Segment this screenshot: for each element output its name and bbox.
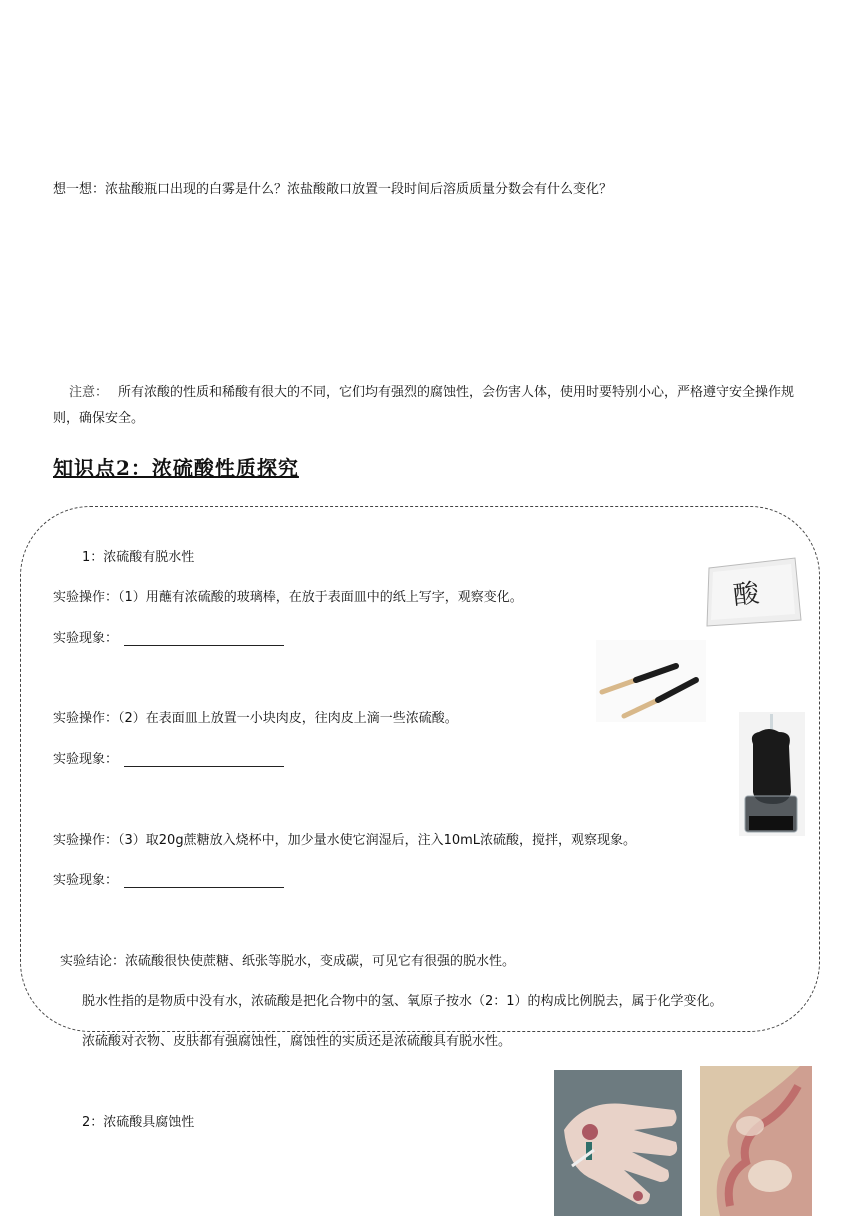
answer-blank[interactable] bbox=[124, 752, 284, 767]
corrosion-note: 浓硫酸对衣物、皮肤都有强腐蚀性，腐蚀性的实质还是浓硫酸具有脱水性。 bbox=[82, 1034, 512, 1049]
sugar-beaker-illustration bbox=[739, 712, 805, 836]
experiment-3-phenomenon bbox=[53, 869, 284, 888]
burned-skin-illustration bbox=[700, 1066, 812, 1216]
experiment-conclusion: 实验结论：浓硫酸很快使蔗糖、纸张等脱水，变成碳，可见它有很强的脱水性。 bbox=[60, 954, 516, 969]
phenomenon-label: 实验现象： bbox=[53, 752, 119, 767]
charred-sticks-photo bbox=[596, 640, 706, 722]
paper-writing-photo bbox=[703, 550, 803, 632]
note-label: 注意： bbox=[69, 385, 109, 400]
answer-blank[interactable] bbox=[124, 873, 284, 888]
paper-char-glyph: 酸 bbox=[731, 578, 761, 612]
dehydration-title: 1：浓硫酸有脱水性 bbox=[82, 550, 195, 565]
sugar-beaker-photo bbox=[739, 712, 805, 836]
think-question: 想一想：浓盐酸瓶口出现的白雾是什么？浓盐酸敞口放置一段时间后溶质质量分数会有什么变化？ bbox=[53, 182, 613, 197]
burned-skin-photo bbox=[700, 1066, 812, 1216]
corrosion-title: 2：浓硫酸具腐蚀性 bbox=[82, 1115, 195, 1130]
experiment-2-operation: 实验操作：（2）在表面皿上放置一小块肉皮，往肉皮上滴一些浓硫酸。 bbox=[53, 711, 458, 726]
experiment-1-phenomenon bbox=[53, 627, 284, 646]
burned-hand-illustration bbox=[554, 1070, 682, 1216]
experiment-2-phenomenon bbox=[53, 748, 284, 767]
experiment-1-operation: 实验操作：（1）用蘸有浓硫酸的玻璃棒，在放于表面皿中的纸上写字，观察变化。 bbox=[53, 590, 523, 605]
experiment-3-operation: 实验操作：（3）取20g蔗糖放入烧杯中，加少量水使它润湿后，注入10mL浓硫酸，搅拌，观察现象。 bbox=[53, 833, 637, 848]
safety-note bbox=[53, 380, 813, 432]
phenomenon-label: 实验现象： bbox=[53, 873, 119, 888]
phenomenon-label: 实验现象： bbox=[53, 631, 119, 646]
note-text: 所有浓酸的性质和稀酸有很大的不同，它们均有强烈的腐蚀性，会伤害人体，使用时要特别小心，严格遵守安全操作规则，确保安全。 bbox=[53, 385, 795, 426]
charred-sticks-illustration bbox=[596, 640, 706, 722]
burned-hand-photo bbox=[554, 1070, 682, 1216]
answer-blank[interactable] bbox=[124, 631, 284, 646]
section-title: 知识点2：浓硫酸性质探究 bbox=[53, 456, 299, 480]
dehydration-explanation: 脱水性指的是物质中没有水，浓硫酸是把化合物中的氢、氧原子按水（2：1）的构成比例脱去，属于化学变化。 bbox=[82, 994, 723, 1009]
